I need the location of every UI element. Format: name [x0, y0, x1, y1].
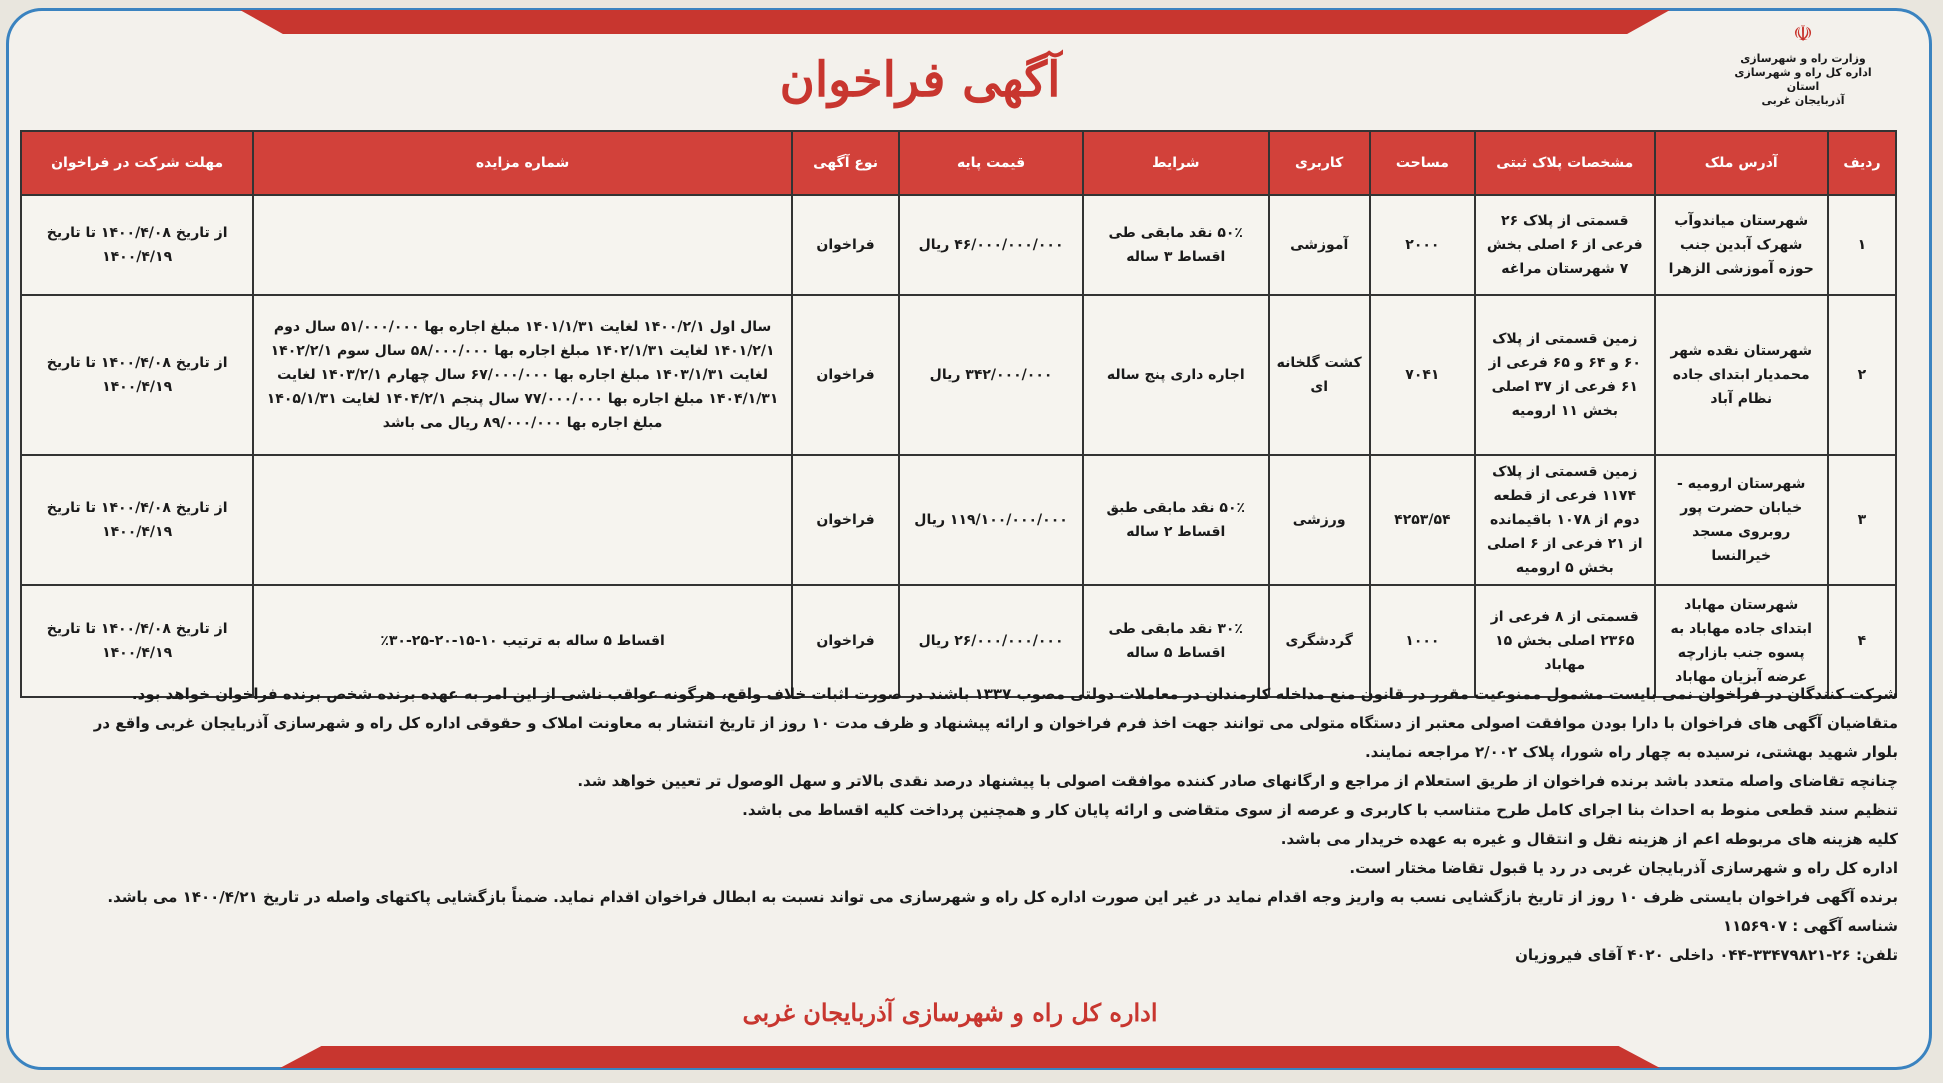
header-radif: ردیف: [1828, 131, 1896, 195]
header-sharayet: شرایط: [1083, 131, 1269, 195]
ministry-logo: [1733, 22, 1873, 108]
table-row: [21, 295, 1896, 455]
cell-masahat: ۲۰۰۰: [1370, 195, 1475, 295]
cell-address: شهرستان مهاباد ابتدای جاده مهاباد به پسوه جنب بازارچه عرضه آبزیان مهاباد: [1655, 585, 1828, 697]
cell-mozayede: اقساط ۵ ساله به ترتیب ۱۰-۱۵-۲۰-۲۵-۳۰٪: [253, 585, 792, 697]
logo-line-1: وزارت راه و شهرسازی: [1740, 52, 1866, 65]
iran-emblem-icon: ☫: [1793, 22, 1813, 47]
cell-plak: قسمتی از ۸ فرعی از ۲۳۶۵ اصلی بخش ۱۵ مهاباد: [1475, 585, 1655, 697]
cell-radif: ۳: [1828, 455, 1896, 585]
cell-sharayet: ۳۰٪ نقد مابقی طی اقساط ۵ ساله: [1083, 585, 1269, 697]
cell-gheymat: ۲۶/۰۰۰/۰۰۰/۰۰۰ ریال: [899, 585, 1083, 697]
cell-plak: زمین قسمتی از پلاک ۱۱۷۴ فرعی از قطعه دوم از ۱۰۷۸ باقیمانده از ۲۱ فرعی از ۶ اصلی بخش ۵ ارومیه: [1475, 455, 1655, 585]
bottom-banner: [280, 1046, 1660, 1068]
cell-masahat: ۴۲۵۳/۵۴: [1370, 455, 1475, 585]
property-table: [20, 130, 1897, 698]
note-paragraph: چنانچه تقاضای واصله متعدد باشد برنده فراخوان از طریق استعلام از مراجع و ارگانهای صادر کننده موافقت اصولی با پیشنهاد درصد نقدی بالاتر و سهل الوصول تر تعیین خواهد شد.: [577, 772, 1898, 790]
cell-karbari: گردشگری: [1269, 585, 1370, 697]
note-paragraph: متقاضیان آگهی های فراخوان با دارا بودن موافقت اصولی معتبر از دستگاه متولی می توانند جهت اخذ فرم فراخوان و ارائه پیشنهاد و ظرف مدت ۱۰ روز از تاریخ انتشار به معاونت املاک و حقوقی اداره کل راه و شهرسازی آذربایجان غربی واقع در بلوار شهید بهشتی، نرسیده به چهار راه شورا، پلاک ۲/۰۰۲ مراجعه نمایند.: [93, 714, 1898, 761]
cell-mozayede: [253, 455, 792, 585]
cell-radif: ۲: [1828, 295, 1896, 455]
cell-sharayet: اجاره داری پنج ساله: [1083, 295, 1269, 455]
cell-masahat: ۱۰۰۰: [1370, 585, 1475, 697]
cell-plak: قسمتی از پلاک ۲۶ فرعی از ۶ اصلی بخش ۷ شهرستان مراغه: [1475, 195, 1655, 295]
cell-address: شهرستان ارومیه - خیابان حضرت پور روبروی مسجد خیرالنسا: [1655, 455, 1828, 585]
table-header-row: [21, 131, 1896, 195]
note-paragraph: شرکت کنندگان در فراخوان نمی بایست مشمول ممنوعیت مقرر در قانون منع مداخله کارمندان در معاملات دولتی مصوب ۱۳۳۷ باشند در صورت اثبات خلاف واقع، هرگونه عواقب ناشی از این امر به عهده برنده شخص برنده فراخوان خواهد بود.: [131, 685, 1898, 703]
header-mozayede: شماره مزایده: [253, 131, 792, 195]
cell-mohlat: از تاریخ ۱۴۰۰/۴/۰۸ تا تاریخ ۱۴۰۰/۴/۱۹: [21, 585, 253, 697]
cell-karbari: ورزشی: [1269, 455, 1370, 585]
footer-organization: اداره کل راه و شهرسازی آذربایجان غربی: [742, 998, 1158, 1027]
cell-mozayede: [253, 195, 792, 295]
cell-radif: ۴: [1828, 585, 1896, 697]
header-karbari: کاربری: [1269, 131, 1370, 195]
cell-mozayede: سال اول ۱۴۰۰/۲/۱ لغایت ۱۴۰۱/۱/۳۱ مبلغ اجاره بها ۵۱/۰۰۰/۰۰۰ سال دوم ۱۴۰۱/۲/۱ لغایت ۱۴۰۲/۱/۳۱ مبلغ اجاره بها ۵۸/۰۰۰/۰۰۰ سال سوم ۱۴۰۲/۲/۱ لغایت ۱۴۰۳/۱/۳۱ مبلغ اجاره بها ۶۷/۰۰۰/۰۰۰ سال چهارم ۱۴۰۳/۲/۱ لغایت ۱۴۰۴/۱/۳۱ مبلغ اجاره بها ۷۷/۰۰۰/۰۰۰ سال پنجم ۱۴۰۴/۲/۱ لغایت ۱۴۰۵/۱/۳۱ مبلغ اجاره بها ۸۹/۰۰۰/۰۰۰ ریال می باشد: [253, 295, 792, 455]
cell-karbari: کشت گلخانه ای: [1269, 295, 1370, 455]
header-gheymat: قیمت پایه: [899, 131, 1083, 195]
header-mohlat: مهلت شرکت در فراخوان: [21, 131, 253, 195]
header-noe: نوع آگهی: [792, 131, 899, 195]
terms-notes: [60, 680, 1898, 970]
cell-mohlat: از تاریخ ۱۴۰۰/۴/۰۸ تا تاریخ ۱۴۰۰/۴/۱۹: [21, 295, 253, 455]
note-paragraph: اداره کل راه و شهرسازی آذربایجان غربی در رد یا قبول تقاضا مختار است.: [1349, 859, 1898, 877]
cell-masahat: ۷۰۴۱: [1370, 295, 1475, 455]
cell-mohlat: از تاریخ ۱۴۰۰/۴/۰۸ تا تاریخ ۱۴۰۰/۴/۱۹: [21, 195, 253, 295]
table-row: [21, 195, 1896, 295]
top-banner: [240, 10, 1670, 34]
cell-gheymat: ۴۶/۰۰۰/۰۰۰/۰۰۰ ریال: [899, 195, 1083, 295]
cell-mohlat: از تاریخ ۱۴۰۰/۴/۰۸ تا تاریخ ۱۴۰۰/۴/۱۹: [21, 455, 253, 585]
cell-gheymat: ۱۱۹/۱۰۰/۰۰۰/۰۰۰ ریال: [899, 455, 1083, 585]
header-masahat: مساحت: [1370, 131, 1475, 195]
cell-plak: زمین قسمتی از پلاک ۶۰ و ۶۴ و ۶۵ فرعی از ۶۱ فرعی از ۳۷ اصلی بخش ۱۱ ارومیه: [1475, 295, 1655, 455]
cell-sharayet: ۵۰٪ نقد مابقی طبق اقساط ۲ ساله: [1083, 455, 1269, 585]
table-row: [21, 455, 1896, 585]
cell-address: شهرستان نقده شهر محمدیار ابتدای جاده نظام آباد: [1655, 295, 1828, 455]
note-paragraph: تنظیم سند قطعی منوط به احداث بنا اجرای کامل طرح متناسب با کاربری و عرصه از سوی متقاضی و ارائه پایان کار و همچنین پرداخت کلیه اقساط می باشد.: [742, 801, 1898, 819]
cell-noe: فراخوان: [792, 195, 899, 295]
cell-gheymat: ۳۴۲/۰۰۰/۰۰۰ ریال: [899, 295, 1083, 455]
page-title: آگهی فراخوان: [779, 52, 1061, 108]
cell-noe: فراخوان: [792, 585, 899, 697]
header-address: آدرس ملک: [1655, 131, 1828, 195]
header-plak: مشخصات پلاک ثبتی: [1475, 131, 1655, 195]
note-paragraph: کلیه هزینه های مربوطه اعم از هزینه نقل و انتقال و غیره به عهده خریدار می باشد.: [1280, 830, 1898, 848]
cell-sharayet: ۵۰٪ نقد مابقی طی اقساط ۳ ساله: [1083, 195, 1269, 295]
cell-radif: ۱: [1828, 195, 1896, 295]
note-paragraph: برنده آگهی فراخوان بایستی ظرف ۱۰ روز از تاریخ بازگشایی نسب به واریز وجه اقدام نماید در غیر این صورت اداره کل راه و شهرسازی می تواند نسبت به ابطال فراخوان اقدام نماید. ضمناً بازگشایی پاکتهای واصله در تاریخ ۱۴۰۰/۴/۲۱ می باشد. شناسه آگهی : ۱۱۵۶۹۰۷: [107, 888, 1898, 935]
logo-line-3: آذربایجان غربی: [1761, 94, 1845, 107]
cell-address: شهرستان میاندوآب شهرک آبدین جنب حوزه آموزشی الزهرا: [1655, 195, 1828, 295]
cell-noe: فراخوان: [792, 455, 899, 585]
cell-karbari: آموزشی: [1269, 195, 1370, 295]
note-phone: تلفن: ۲۶-۳۳۴۷۹۸۲۱-۰۴۴ داخلی ۴۰۲۰ آقای فیروزیان: [1515, 946, 1898, 964]
cell-noe: فراخوان: [792, 295, 899, 455]
logo-line-2: اداره کل راه و شهرسازی استان: [1734, 66, 1872, 93]
